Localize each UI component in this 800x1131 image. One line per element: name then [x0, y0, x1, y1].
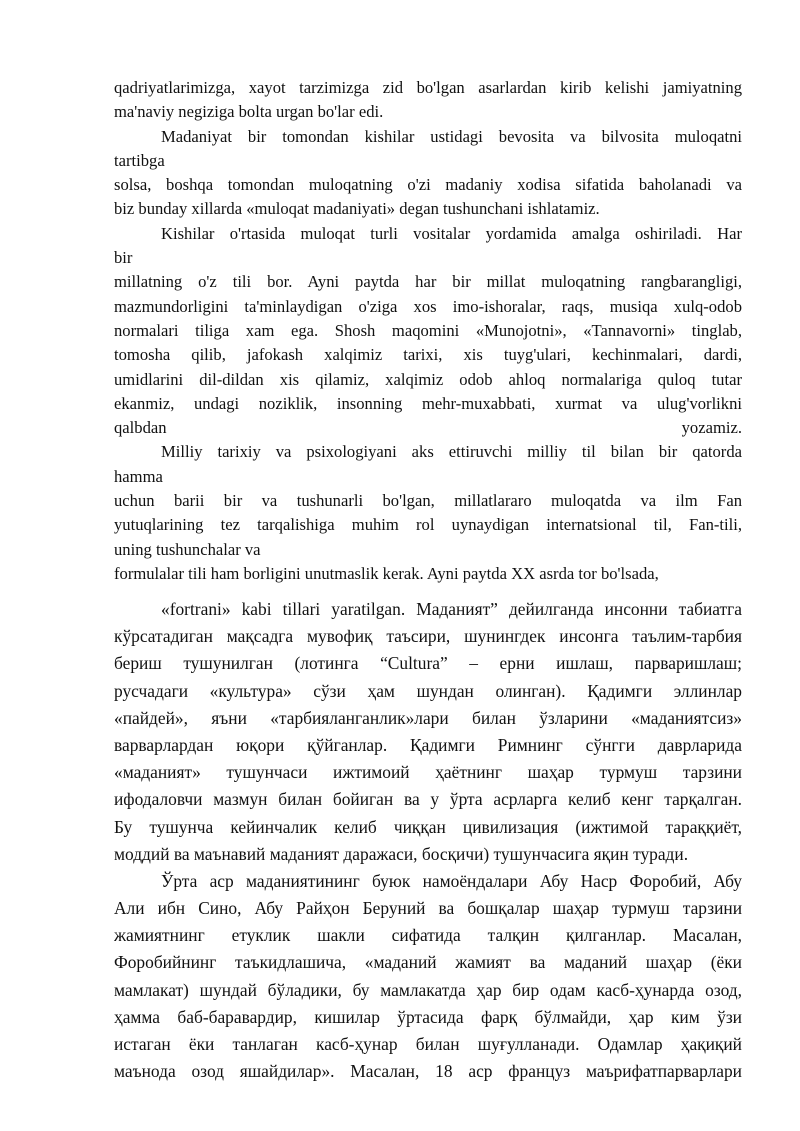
text-line: Kishilar o'rtasida muloqat turli vositalar yordamida amalga oshiriladi. Har [161, 223, 742, 243]
text-line: uning tushunchalar va [114, 539, 261, 559]
text-line: Madaniyat bir tomondan kishilar ustidagi bevosita va bilvosita muloqatni [161, 126, 742, 146]
text-line: кўрсатадиган мақсадга мувофиқ таъсири, шунингдек инсонга таълим-тарбия [114, 626, 742, 647]
text-line: qalbdan yozamiz. [114, 418, 742, 438]
text-line: маънода озод яшайдилар». Масалан, 18 аср француз маърифатпарварлари [114, 1061, 742, 1082]
text-line: millatning o'z tili bor. Ayni paytda har bir millat muloqatning rangbarangligi, [114, 272, 742, 292]
text-line: Форобийнинг таъкидлашича, «маданий жамият ва маданий шаҳар (ёки [114, 952, 742, 973]
text-line: Milliy tarixiy va psixologiyani aks ettiruvchi milliy til bilan bir qatorda [161, 442, 742, 462]
text-line: uchun barii bir va tushunarli bo'lgan, millatlararo muloqatda va ilm Fan [114, 491, 742, 511]
text-line: истаган ёки танлаган касб-ҳунар билан шуғулланади. Одамлар ҳақиқий [114, 1034, 742, 1054]
text-line: Али ибн Сино, Абу Райҳон Беруний ва бошқалар шаҳар турмуш тарзини [114, 898, 742, 919]
text-line: biz bunday xillarda «muloqat madaniyati» degan tushunchani ishlatamiz. [114, 199, 600, 219]
text-line: umidlarini dil-dildan xis qilamiz, xalqimiz odob ahloq normalariga quloq tutar [114, 369, 742, 389]
text-line: варварлардан юқори қўйганлар. Қадимги Римнинг сўнгги даврларида [114, 734, 742, 755]
text-line: мамлакат) шундай бўладики, бу мамлакатда ҳар бир одам касб-ҳунарда озод, [114, 979, 742, 1000]
text-line: ифодаловчи мазмун билан бойиган ва у ўрта асрларга келиб кенг тарқалган. [114, 789, 742, 810]
text-line: ҳамма баб-баравардир, кишилар ўртасида фарқ бўлмайди, ҳар ким ўзи [114, 1006, 742, 1027]
text-line: normalari tiliga xam ega. Shosh maqomini «Munojotni», «Tannavorni» tinglab, [114, 320, 742, 340]
text-line: hamma [114, 466, 163, 486]
text-line: моддий ва маънавий маданият даражаси, босқичи) тушунчасига яқин туради. [114, 843, 689, 864]
paragraph-1 [114, 76, 742, 586]
text-line: solsa, boshqa tomondan muloqatning o'zi madaniy xodisa sifatida baholanadi va [114, 175, 742, 195]
text-line: ma'naviy negiziga bolta urgan bo'lar edi. [114, 102, 384, 122]
text-line: formulalar tili ham borligini unutmaslik kerak. Ayni paytda XX asrda tor bo'lsada, [114, 563, 659, 583]
text-line: Ўрта аср маданиятининг буюк намоёндалари Абу Наср Форобий, Абу [161, 870, 742, 891]
text-line: yutuqlarining tez tarqalishiga muhim rol uynaydigan internatsional til, Fan-tili, [114, 515, 742, 535]
text-line: «маданият» тушунчаси ижтимоий ҳаётнинг шаҳар турмуш тарзини [114, 762, 742, 783]
text-line: бериш тушунилган (лотинга “Cultura” – ерни ишлаш, парваришлаш; [114, 653, 742, 674]
text-line: bir [114, 248, 133, 268]
text-line: «fortrani» kabi tillari yaratilgan. Маданият” дейилганда инсонни табиатга [161, 599, 742, 619]
text-line: Бу тушунча кейинчалик келиб чиққан цивилизация (ижтимой тараққиёт, [114, 816, 742, 837]
text-line: «пайдей», яъни «тарбияланганлик»лари билан ўзларини «маданиятсиз» [114, 707, 742, 728]
paragraph-2 [114, 596, 742, 1085]
text-line: qadriyatlarimizga, xayot tarzimizga zid bo'lgan asarlardan kirib kelishi jamiyatning [114, 78, 742, 97]
text-line: tomosha qilib, jafokash xalqimiz tarixi, xis tuyg'ulari, kechinmalari, dardi, [114, 345, 742, 365]
text-line: tartibga [114, 150, 165, 170]
text-line: ekanmiz, undagi noziklik, insonning mehr-muxabbati, xurmat va ulug'vorlikni [114, 393, 742, 413]
text-line: mazmundorligini ta'minlaydigan o'ziga xos imo-ishoralar, raqs, musiqa xulq-odob [114, 296, 742, 316]
text-line: русчадаги «культура» сўзи ҳам шундан олинган). Қадимги эллинлар [114, 680, 742, 701]
text-line: жамиятнинг етуклик шакли сифатида талқин қилганлар. Масалан, [114, 925, 742, 946]
